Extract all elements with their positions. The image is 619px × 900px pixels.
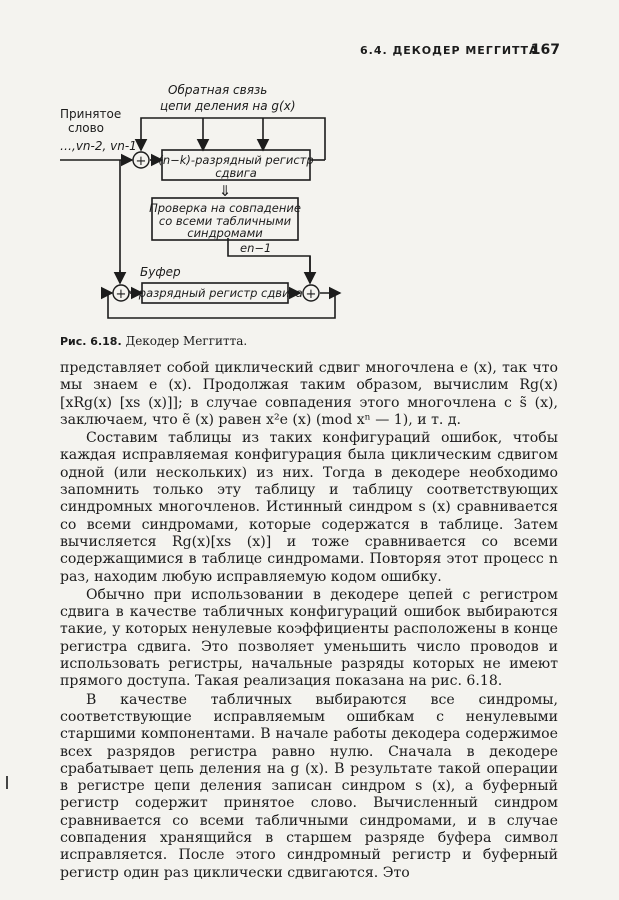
input-label-1: Принятое <box>60 107 122 121</box>
plus-sign: + <box>115 287 127 302</box>
meggitt-decoder-diagram <box>0 60 619 330</box>
syndrome-register-label-2: сдвига <box>215 166 257 180</box>
plus-sign: + <box>135 154 147 169</box>
caption-label: Рис. 6.18. <box>60 335 122 348</box>
feedback-label-1: Обратная связь <box>168 83 268 97</box>
feedback-label-2: цепи деления на g(x) <box>160 99 296 113</box>
error-label: en−1 <box>240 241 272 255</box>
caption-text: Декодер Меггитта. <box>125 334 248 348</box>
paragraph: В качестве табличных выбираются все синдромы, соответствующие исправляемым ошибкам с ненулевыми старшими компонентами. В начале работы декодера содержимое всех разрядов регистра равно нулю. Сначала в декодере срабатывает цепь деления на g (x). В результате такой операции в регистре цепи деления записан синдром s (x), а буферный регистр содержит принятое слово. Вычисленный синдром сравнивается со всеми табличными синдромами, и в случае совпадения хранящийся в старшем разряде буфера символ исправляется. После этого синдромный регистр и буферный регистр один раз циклически сдвигаются. Это <box>60 691 558 881</box>
input-label-2: слово <box>68 121 105 135</box>
syndrome-register-label-1: (n−k)-разрядный регистр <box>158 153 314 167</box>
input-label-3: …,vn-2, vn-1 <box>60 139 137 153</box>
figure-caption <box>60 334 247 348</box>
down-arrow-icon: ⇓ <box>218 182 232 200</box>
compare-label-1: Проверка на совпадение <box>149 201 301 215</box>
compare-label-2: со всеми табличными <box>158 214 292 228</box>
plus-sign: + <box>305 287 317 302</box>
paragraph: представляет собой циклический сдвиг многочлена e (x), так что мы знаем e (x). Продолжая таким образом, вычислим Rg(x) [xRg(x) [xs (x)]]; в случае совпадения этого многочлена с s̃ (x), заключаем, что ẽ (x) равен x²e (x) (mod xⁿ — 1), и т. д. <box>60 360 558 428</box>
paragraph: Обычно при использовании в декодере цепей с регистром сдвига в качестве табличных конфигураций ошибок выбираются такие, у которых ненулевые коэффициенты расположены в конце регистра сдвига. Это позволяет уменьшить число проводов и использовать регистры, начальные разряды которых не имеют прямого доступа. Такая реализация показана на рис. 6.18. <box>60 586 558 690</box>
running-title: 6.4. ДЕКОДЕР МЕГГИТТА <box>360 44 539 57</box>
compare-label-3: синдромами <box>187 226 263 240</box>
buffer-register-label: n-разрядный регистр сдвига <box>127 286 303 300</box>
page-header <box>360 42 560 62</box>
margin-mark <box>6 776 8 789</box>
body-text <box>60 360 558 883</box>
paragraph: Составим таблицы из таких конфигураций ошибок, чтобы каждая исправляемая конфигурация была циклическим сдвигом одной (или нескольких) из них. Тогда в декодере необходимо запомнить только эту таблицу и таблицу соответствующих синдромных многочленов. Истинный синдром s (x) сравнивается со всеми синдромами, которые содержатся в таблице. Затем вычисляется Rg(x)[xs (x)] и тоже сравнивается со всеми содержащимися в таблице синдромами. Повторяя этот процесс n раз, находим любую исправляемую кодом ошибку. <box>60 430 558 585</box>
buffer-label: Буфер <box>140 265 181 279</box>
page-number: 167 <box>530 42 560 58</box>
